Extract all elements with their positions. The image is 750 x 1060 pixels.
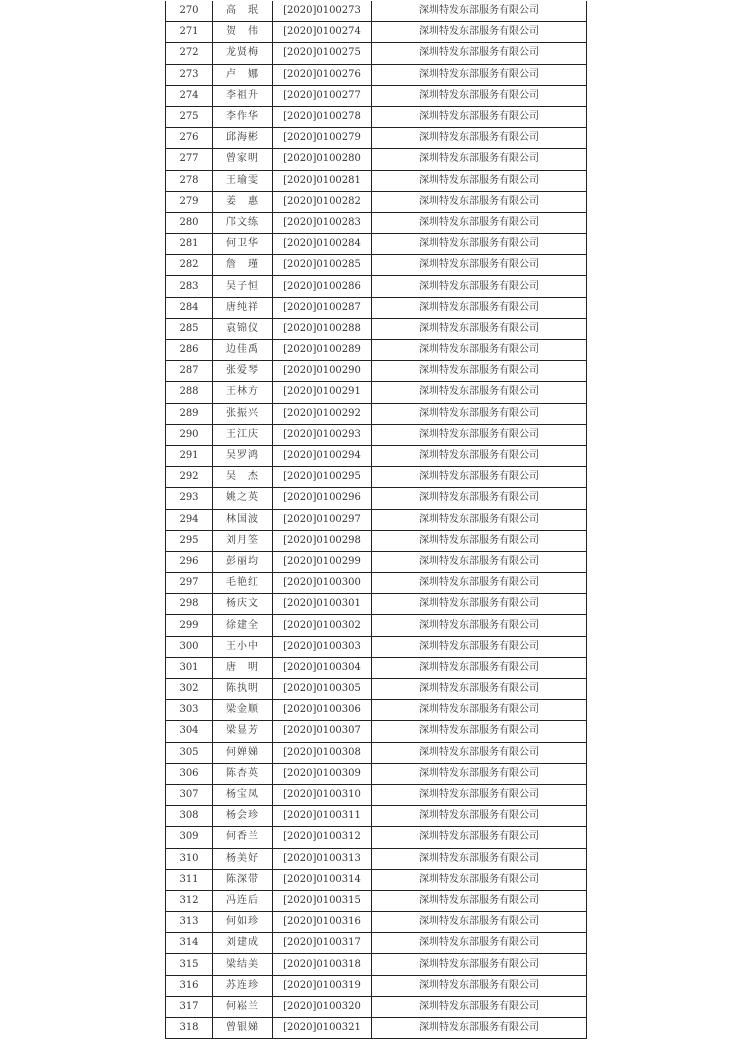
company-name: 深圳特发东部服务有限公司 bbox=[372, 234, 587, 255]
row-number: 284 bbox=[166, 297, 213, 318]
person-name: 陈执明 bbox=[213, 679, 273, 700]
person-name: 何卫华 bbox=[213, 234, 273, 255]
company-name: 深圳特发东部服务有限公司 bbox=[372, 763, 587, 784]
row-number: 300 bbox=[166, 636, 213, 657]
certificate-number: [2020]0100312 bbox=[273, 827, 372, 848]
certificate-number: [2020]0100280 bbox=[273, 149, 372, 170]
person-name: 冯连后 bbox=[213, 890, 273, 911]
row-number: 274 bbox=[166, 85, 213, 106]
row-number: 272 bbox=[166, 43, 213, 64]
certificate-number: [2020]0100309 bbox=[273, 763, 372, 784]
company-name: 深圳特发东部服务有限公司 bbox=[372, 488, 587, 509]
company-name: 深圳特发东部服务有限公司 bbox=[372, 318, 587, 339]
certificate-number: [2020]0100303 bbox=[273, 636, 372, 657]
row-number: 297 bbox=[166, 573, 213, 594]
row-number: 309 bbox=[166, 827, 213, 848]
person-name: 吴罗鸿 bbox=[213, 445, 273, 466]
company-name: 深圳特发东部服务有限公司 bbox=[372, 1, 587, 22]
person-name: 杨庆文 bbox=[213, 594, 273, 615]
row-number: 306 bbox=[166, 763, 213, 784]
table-row bbox=[166, 551, 587, 572]
certificate-number: [2020]0100306 bbox=[273, 700, 372, 721]
row-number: 316 bbox=[166, 975, 213, 996]
table-row bbox=[166, 890, 587, 911]
person-name: 杨美好 bbox=[213, 848, 273, 869]
table-row bbox=[166, 106, 587, 127]
company-name: 深圳特发东部服务有限公司 bbox=[372, 128, 587, 149]
certificate-number: [2020]0100276 bbox=[273, 64, 372, 85]
certificate-number: [2020]0100305 bbox=[273, 679, 372, 700]
company-name: 深圳特发东部服务有限公司 bbox=[372, 1018, 587, 1039]
company-name: 深圳特发东部服务有限公司 bbox=[372, 679, 587, 700]
person-name: 陈杏英 bbox=[213, 763, 273, 784]
certificate-number: [2020]0100279 bbox=[273, 128, 372, 149]
company-name: 深圳特发东部服务有限公司 bbox=[372, 890, 587, 911]
person-name: 姜 惠 bbox=[213, 191, 273, 212]
certificate-number: [2020]0100299 bbox=[273, 551, 372, 572]
person-name: 张振兴 bbox=[213, 403, 273, 424]
row-number: 286 bbox=[166, 340, 213, 361]
person-name: 唐 明 bbox=[213, 657, 273, 678]
row-number: 292 bbox=[166, 467, 213, 488]
row-number: 305 bbox=[166, 742, 213, 763]
company-name: 深圳特发东部服务有限公司 bbox=[372, 467, 587, 488]
certificate-number: [2020]0100313 bbox=[273, 848, 372, 869]
table-row bbox=[166, 149, 587, 170]
certificate-number: [2020]0100302 bbox=[273, 615, 372, 636]
certificate-number: [2020]0100278 bbox=[273, 106, 372, 127]
table-row bbox=[166, 636, 587, 657]
table-row bbox=[166, 742, 587, 763]
table-row bbox=[166, 509, 587, 530]
table-row bbox=[166, 700, 587, 721]
person-name: 王小中 bbox=[213, 636, 273, 657]
certificate-number: [2020]0100297 bbox=[273, 509, 372, 530]
company-name: 深圳特发东部服务有限公司 bbox=[372, 573, 587, 594]
person-name: 何香兰 bbox=[213, 827, 273, 848]
person-name: 吴子恒 bbox=[213, 276, 273, 297]
company-name: 深圳特发东部服务有限公司 bbox=[372, 657, 587, 678]
company-name: 深圳特发东部服务有限公司 bbox=[372, 445, 587, 466]
table-row bbox=[166, 679, 587, 700]
person-name: 王瑜雯 bbox=[213, 170, 273, 191]
table-row bbox=[166, 255, 587, 276]
row-number: 283 bbox=[166, 276, 213, 297]
company-name: 深圳特发东部服务有限公司 bbox=[372, 361, 587, 382]
person-name: 姚之英 bbox=[213, 488, 273, 509]
row-number: 289 bbox=[166, 403, 213, 424]
person-name: 邱海彬 bbox=[213, 128, 273, 149]
person-name: 梁显芳 bbox=[213, 721, 273, 742]
person-name: 王林方 bbox=[213, 382, 273, 403]
row-number: 280 bbox=[166, 212, 213, 233]
person-name: 刘月筌 bbox=[213, 530, 273, 551]
row-number: 307 bbox=[166, 784, 213, 805]
table-row bbox=[166, 615, 587, 636]
table-row bbox=[166, 318, 587, 339]
certificate-number: [2020]0100294 bbox=[273, 445, 372, 466]
person-name: 杨会珍 bbox=[213, 806, 273, 827]
table-row bbox=[166, 975, 587, 996]
table-row bbox=[166, 424, 587, 445]
person-name: 何崧兰 bbox=[213, 996, 273, 1017]
table-row bbox=[166, 869, 587, 890]
certificate-number: [2020]0100300 bbox=[273, 573, 372, 594]
certificate-number: [2020]0100304 bbox=[273, 657, 372, 678]
table-row bbox=[166, 64, 587, 85]
company-name: 深圳特发东部服务有限公司 bbox=[372, 594, 587, 615]
company-name: 深圳特发东部服务有限公司 bbox=[372, 85, 587, 106]
company-name: 深圳特发东部服务有限公司 bbox=[372, 912, 587, 933]
company-name: 深圳特发东部服务有限公司 bbox=[372, 954, 587, 975]
certificate-number: [2020]0100321 bbox=[273, 1018, 372, 1039]
certificate-number: [2020]0100281 bbox=[273, 170, 372, 191]
company-name: 深圳特发东部服务有限公司 bbox=[372, 742, 587, 763]
row-number: 303 bbox=[166, 700, 213, 721]
table-row bbox=[166, 848, 587, 869]
table-row bbox=[166, 382, 587, 403]
row-number: 317 bbox=[166, 996, 213, 1017]
person-name: 吴 杰 bbox=[213, 467, 273, 488]
person-name: 陈深带 bbox=[213, 869, 273, 890]
table-row bbox=[166, 488, 587, 509]
table-row bbox=[166, 573, 587, 594]
company-name: 深圳特发东部服务有限公司 bbox=[372, 933, 587, 954]
certificate-number: [2020]0100285 bbox=[273, 255, 372, 276]
row-number: 290 bbox=[166, 424, 213, 445]
table-row bbox=[166, 467, 587, 488]
company-name: 深圳特发东部服务有限公司 bbox=[372, 297, 587, 318]
row-number: 311 bbox=[166, 869, 213, 890]
table-row bbox=[166, 763, 587, 784]
person-name: 苏连珍 bbox=[213, 975, 273, 996]
person-name: 林国波 bbox=[213, 509, 273, 530]
row-number: 285 bbox=[166, 318, 213, 339]
certificate-number: [2020]0100315 bbox=[273, 890, 372, 911]
company-name: 深圳特发东部服务有限公司 bbox=[372, 403, 587, 424]
table-row bbox=[166, 170, 587, 191]
table-row bbox=[166, 276, 587, 297]
table-row bbox=[166, 721, 587, 742]
row-number: 296 bbox=[166, 551, 213, 572]
company-name: 深圳特发东部服务有限公司 bbox=[372, 975, 587, 996]
row-number: 314 bbox=[166, 933, 213, 954]
person-name: 卢 娜 bbox=[213, 64, 273, 85]
table-row bbox=[166, 954, 587, 975]
company-name: 深圳特发东部服务有限公司 bbox=[372, 191, 587, 212]
table-row bbox=[166, 1018, 587, 1039]
company-name: 深圳特发东部服务有限公司 bbox=[372, 424, 587, 445]
row-number: 270 bbox=[166, 1, 213, 22]
certificate-number: [2020]0100318 bbox=[273, 954, 372, 975]
company-name: 深圳特发东部服务有限公司 bbox=[372, 43, 587, 64]
certificate-number: [2020]0100310 bbox=[273, 784, 372, 805]
certificate-number: [2020]0100275 bbox=[273, 43, 372, 64]
certificate-number: [2020]0100301 bbox=[273, 594, 372, 615]
certificate-number: [2020]0100274 bbox=[273, 22, 372, 43]
row-number: 293 bbox=[166, 488, 213, 509]
certificate-number: [2020]0100288 bbox=[273, 318, 372, 339]
row-number: 318 bbox=[166, 1018, 213, 1039]
certificate-number: [2020]0100289 bbox=[273, 340, 372, 361]
person-name: 李祖升 bbox=[213, 85, 273, 106]
certificate-number: [2020]0100286 bbox=[273, 276, 372, 297]
row-number: 312 bbox=[166, 890, 213, 911]
row-number: 282 bbox=[166, 255, 213, 276]
row-number: 277 bbox=[166, 149, 213, 170]
table-row bbox=[166, 361, 587, 382]
row-number: 287 bbox=[166, 361, 213, 382]
row-number: 278 bbox=[166, 170, 213, 191]
person-name: 边佳禹 bbox=[213, 340, 273, 361]
certificate-number: [2020]0100287 bbox=[273, 297, 372, 318]
person-name: 梁结美 bbox=[213, 954, 273, 975]
person-name: 彭丽均 bbox=[213, 551, 273, 572]
table-row bbox=[166, 657, 587, 678]
certificate-number: [2020]0100277 bbox=[273, 85, 372, 106]
person-name: 何如珍 bbox=[213, 912, 273, 933]
certificate-number: [2020]0100320 bbox=[273, 996, 372, 1017]
row-number: 313 bbox=[166, 912, 213, 933]
person-name: 刘建成 bbox=[213, 933, 273, 954]
table-row bbox=[166, 933, 587, 954]
row-number: 299 bbox=[166, 615, 213, 636]
table-row bbox=[166, 1, 587, 22]
person-name: 龙贤梅 bbox=[213, 43, 273, 64]
certificate-table bbox=[165, 1, 587, 1039]
company-name: 深圳特发东部服务有限公司 bbox=[372, 255, 587, 276]
row-number: 304 bbox=[166, 721, 213, 742]
table-row bbox=[166, 445, 587, 466]
table-row bbox=[166, 85, 587, 106]
company-name: 深圳特发东部服务有限公司 bbox=[372, 22, 587, 43]
company-name: 深圳特发东部服务有限公司 bbox=[372, 149, 587, 170]
table-row bbox=[166, 340, 587, 361]
person-name: 李作华 bbox=[213, 106, 273, 127]
row-number: 275 bbox=[166, 106, 213, 127]
table-row bbox=[166, 22, 587, 43]
company-name: 深圳特发东部服务有限公司 bbox=[372, 530, 587, 551]
company-name: 深圳特发东部服务有限公司 bbox=[372, 276, 587, 297]
person-name: 曾银娣 bbox=[213, 1018, 273, 1039]
person-name: 杨宝凤 bbox=[213, 784, 273, 805]
person-name: 贺 伟 bbox=[213, 22, 273, 43]
company-name: 深圳特发东部服务有限公司 bbox=[372, 806, 587, 827]
company-name: 深圳特发东部服务有限公司 bbox=[372, 170, 587, 191]
table-row bbox=[166, 234, 587, 255]
table-body bbox=[166, 1, 587, 1039]
row-number: 295 bbox=[166, 530, 213, 551]
company-name: 深圳特发东部服务有限公司 bbox=[372, 700, 587, 721]
company-name: 深圳特发东部服务有限公司 bbox=[372, 340, 587, 361]
company-name: 深圳特发东部服务有限公司 bbox=[372, 869, 587, 890]
table-row bbox=[166, 191, 587, 212]
row-number: 298 bbox=[166, 594, 213, 615]
person-name: 张爱琴 bbox=[213, 361, 273, 382]
table-row bbox=[166, 212, 587, 233]
person-name: 詹 瑾 bbox=[213, 255, 273, 276]
certificate-number: [2020]0100298 bbox=[273, 530, 372, 551]
certificate-number: [2020]0100295 bbox=[273, 467, 372, 488]
table-row bbox=[166, 530, 587, 551]
table-row bbox=[166, 827, 587, 848]
row-number: 315 bbox=[166, 954, 213, 975]
person-name: 毛艳红 bbox=[213, 573, 273, 594]
person-name: 唐纯祥 bbox=[213, 297, 273, 318]
certificate-number: [2020]0100307 bbox=[273, 721, 372, 742]
certificate-number: [2020]0100283 bbox=[273, 212, 372, 233]
row-number: 281 bbox=[166, 234, 213, 255]
table-row bbox=[166, 806, 587, 827]
person-name: 何婵娣 bbox=[213, 742, 273, 763]
row-number: 276 bbox=[166, 128, 213, 149]
certificate-number: [2020]0100293 bbox=[273, 424, 372, 445]
certificate-number: [2020]0100290 bbox=[273, 361, 372, 382]
table-row bbox=[166, 43, 587, 64]
company-name: 深圳特发东部服务有限公司 bbox=[372, 106, 587, 127]
table-row bbox=[166, 594, 587, 615]
company-name: 深圳特发东部服务有限公司 bbox=[372, 551, 587, 572]
company-name: 深圳特发东部服务有限公司 bbox=[372, 212, 587, 233]
certificate-number: [2020]0100296 bbox=[273, 488, 372, 509]
company-name: 深圳特发东部服务有限公司 bbox=[372, 509, 587, 530]
row-number: 273 bbox=[166, 64, 213, 85]
certificate-number: [2020]0100311 bbox=[273, 806, 372, 827]
certificate-number: [2020]0100316 bbox=[273, 912, 372, 933]
person-name: 王江庆 bbox=[213, 424, 273, 445]
person-name: 袁锦仪 bbox=[213, 318, 273, 339]
certificate-number: [2020]0100273 bbox=[273, 1, 372, 22]
person-name: 邝文练 bbox=[213, 212, 273, 233]
table-row bbox=[166, 403, 587, 424]
certificate-number: [2020]0100314 bbox=[273, 869, 372, 890]
row-number: 308 bbox=[166, 806, 213, 827]
table-row bbox=[166, 996, 587, 1017]
company-name: 深圳特发东部服务有限公司 bbox=[372, 784, 587, 805]
company-name: 深圳特发东部服务有限公司 bbox=[372, 827, 587, 848]
table-row bbox=[166, 297, 587, 318]
row-number: 294 bbox=[166, 509, 213, 530]
row-number: 301 bbox=[166, 657, 213, 678]
company-name: 深圳特发东部服务有限公司 bbox=[372, 64, 587, 85]
company-name: 深圳特发东部服务有限公司 bbox=[372, 848, 587, 869]
certificate-number: [2020]0100291 bbox=[273, 382, 372, 403]
row-number: 310 bbox=[166, 848, 213, 869]
certificate-number: [2020]0100317 bbox=[273, 933, 372, 954]
row-number: 288 bbox=[166, 382, 213, 403]
person-name: 曾家明 bbox=[213, 149, 273, 170]
company-name: 深圳特发东部服务有限公司 bbox=[372, 721, 587, 742]
person-name: 高 珉 bbox=[213, 1, 273, 22]
person-name: 梁金顺 bbox=[213, 700, 273, 721]
company-name: 深圳特发东部服务有限公司 bbox=[372, 615, 587, 636]
certificate-number: [2020]0100292 bbox=[273, 403, 372, 424]
company-name: 深圳特发东部服务有限公司 bbox=[372, 636, 587, 657]
table-row bbox=[166, 912, 587, 933]
row-number: 271 bbox=[166, 22, 213, 43]
row-number: 302 bbox=[166, 679, 213, 700]
row-number: 279 bbox=[166, 191, 213, 212]
certificate-number: [2020]0100282 bbox=[273, 191, 372, 212]
table-row bbox=[166, 128, 587, 149]
person-name: 徐建全 bbox=[213, 615, 273, 636]
certificate-number: [2020]0100319 bbox=[273, 975, 372, 996]
company-name: 深圳特发东部服务有限公司 bbox=[372, 996, 587, 1017]
row-number: 291 bbox=[166, 445, 213, 466]
certificate-number: [2020]0100284 bbox=[273, 234, 372, 255]
company-name: 深圳特发东部服务有限公司 bbox=[372, 382, 587, 403]
table-row bbox=[166, 784, 587, 805]
certificate-number: [2020]0100308 bbox=[273, 742, 372, 763]
